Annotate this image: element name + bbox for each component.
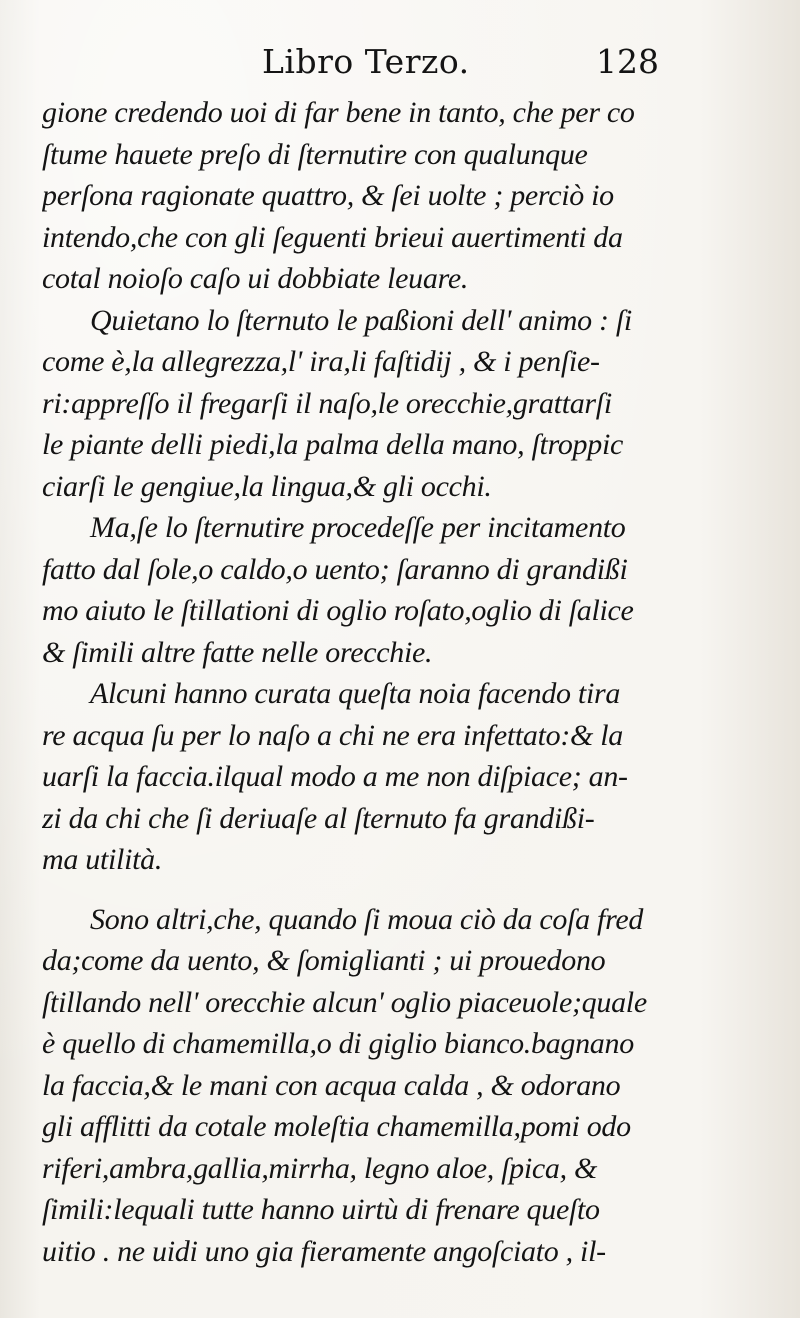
paragraph [42, 507, 722, 673]
paragraph [42, 92, 722, 300]
page-number: 128 [596, 42, 659, 81]
text-line: mo aiuto le ſtillationi di oglio roſato,oglio di ſalice [42, 594, 634, 627]
text-line: zi da chi che ſi deriuaſe al ſternuto fa grandißi- [42, 801, 595, 835]
text-line: gli afflitti da cotale moleſtia chamemilla,pomi odo [42, 1110, 631, 1143]
text-line: ſtillando nell' orecchie alcun' oglio piaceuole;quale [42, 985, 647, 1019]
text-line: fatto dal ſole,o caldo,o uento; ſaranno di grandißi [42, 552, 628, 586]
text-line: le piante delli piedi,la palma della mano, ſtroppic [42, 428, 624, 461]
text-line: riferi,ambra,gallia,mirrha, legno aloe, ſpica, & [42, 1151, 598, 1185]
running-head [0, 42, 800, 92]
text-line: perſona ragionate quattro, & ſei uolte ; perciò io [42, 179, 614, 212]
text-line: la faccia,& le mani con acqua calda , & odorano [42, 1068, 621, 1102]
text-line: ma utilità. [42, 843, 163, 876]
text-line: è quello di chamemilla,o di giglio bianco.bagnano [42, 1027, 634, 1060]
text-line: cotal noioſo caſo ui dobbiate leuare. [42, 262, 469, 295]
text-line: ſtume hauete preſo di ſternutire con qualunque [42, 137, 588, 171]
text-line: & ſimili altre fatte nelle orecchie. [42, 635, 433, 669]
text-line: uitio . ne uidi uno gia fieramente angoſciato , il- [42, 1234, 606, 1268]
text-line: come è,la allegrezza,l' ira,li faſtidij , & i penſie- [42, 345, 600, 378]
text-line: re acqua ſu per lo naſo a chi ne era infettato:& la [42, 718, 623, 752]
text-line: uarſi la faccia.ilqual modo a me non diſpiace; an- [42, 760, 628, 793]
text-line: ciarſi le gengiue,la lingua,& gli occhi. [42, 469, 492, 503]
paragraph [42, 673, 722, 881]
text-line: Sono altri,che, quando ſi moua ciò da coſa fred [90, 902, 644, 936]
text-line: Quietano lo ſternuto le paßioni dell' animo : ſi [90, 303, 632, 337]
paragraph [42, 300, 722, 508]
paragraph-gap [42, 881, 722, 899]
text-line: Alcuni hanno curata queſta noia facendo tira [90, 677, 621, 710]
text-line: Ma,ſe lo ſternutire procedeſſe per incitamento [90, 511, 626, 544]
text-line: ſimili:lequali tutte hanno uirtù di frenare queſto [42, 1193, 600, 1226]
text-line: intendo,che con gli ſeguenti brieui auertimenti da [42, 220, 623, 254]
paragraph [42, 899, 722, 1273]
text-line: gione credendo uoi di far bene in tanto, che per co [42, 96, 635, 129]
text-line: ri:appreſſo il fregarſi il naſo,le orecchie,grattarſi [42, 386, 612, 420]
text-line: da;come da uento, & ſomiglianti ; ui prouedono [42, 944, 606, 977]
running-head-title: Libro Terzo. [262, 42, 470, 81]
body-text [42, 92, 722, 1272]
